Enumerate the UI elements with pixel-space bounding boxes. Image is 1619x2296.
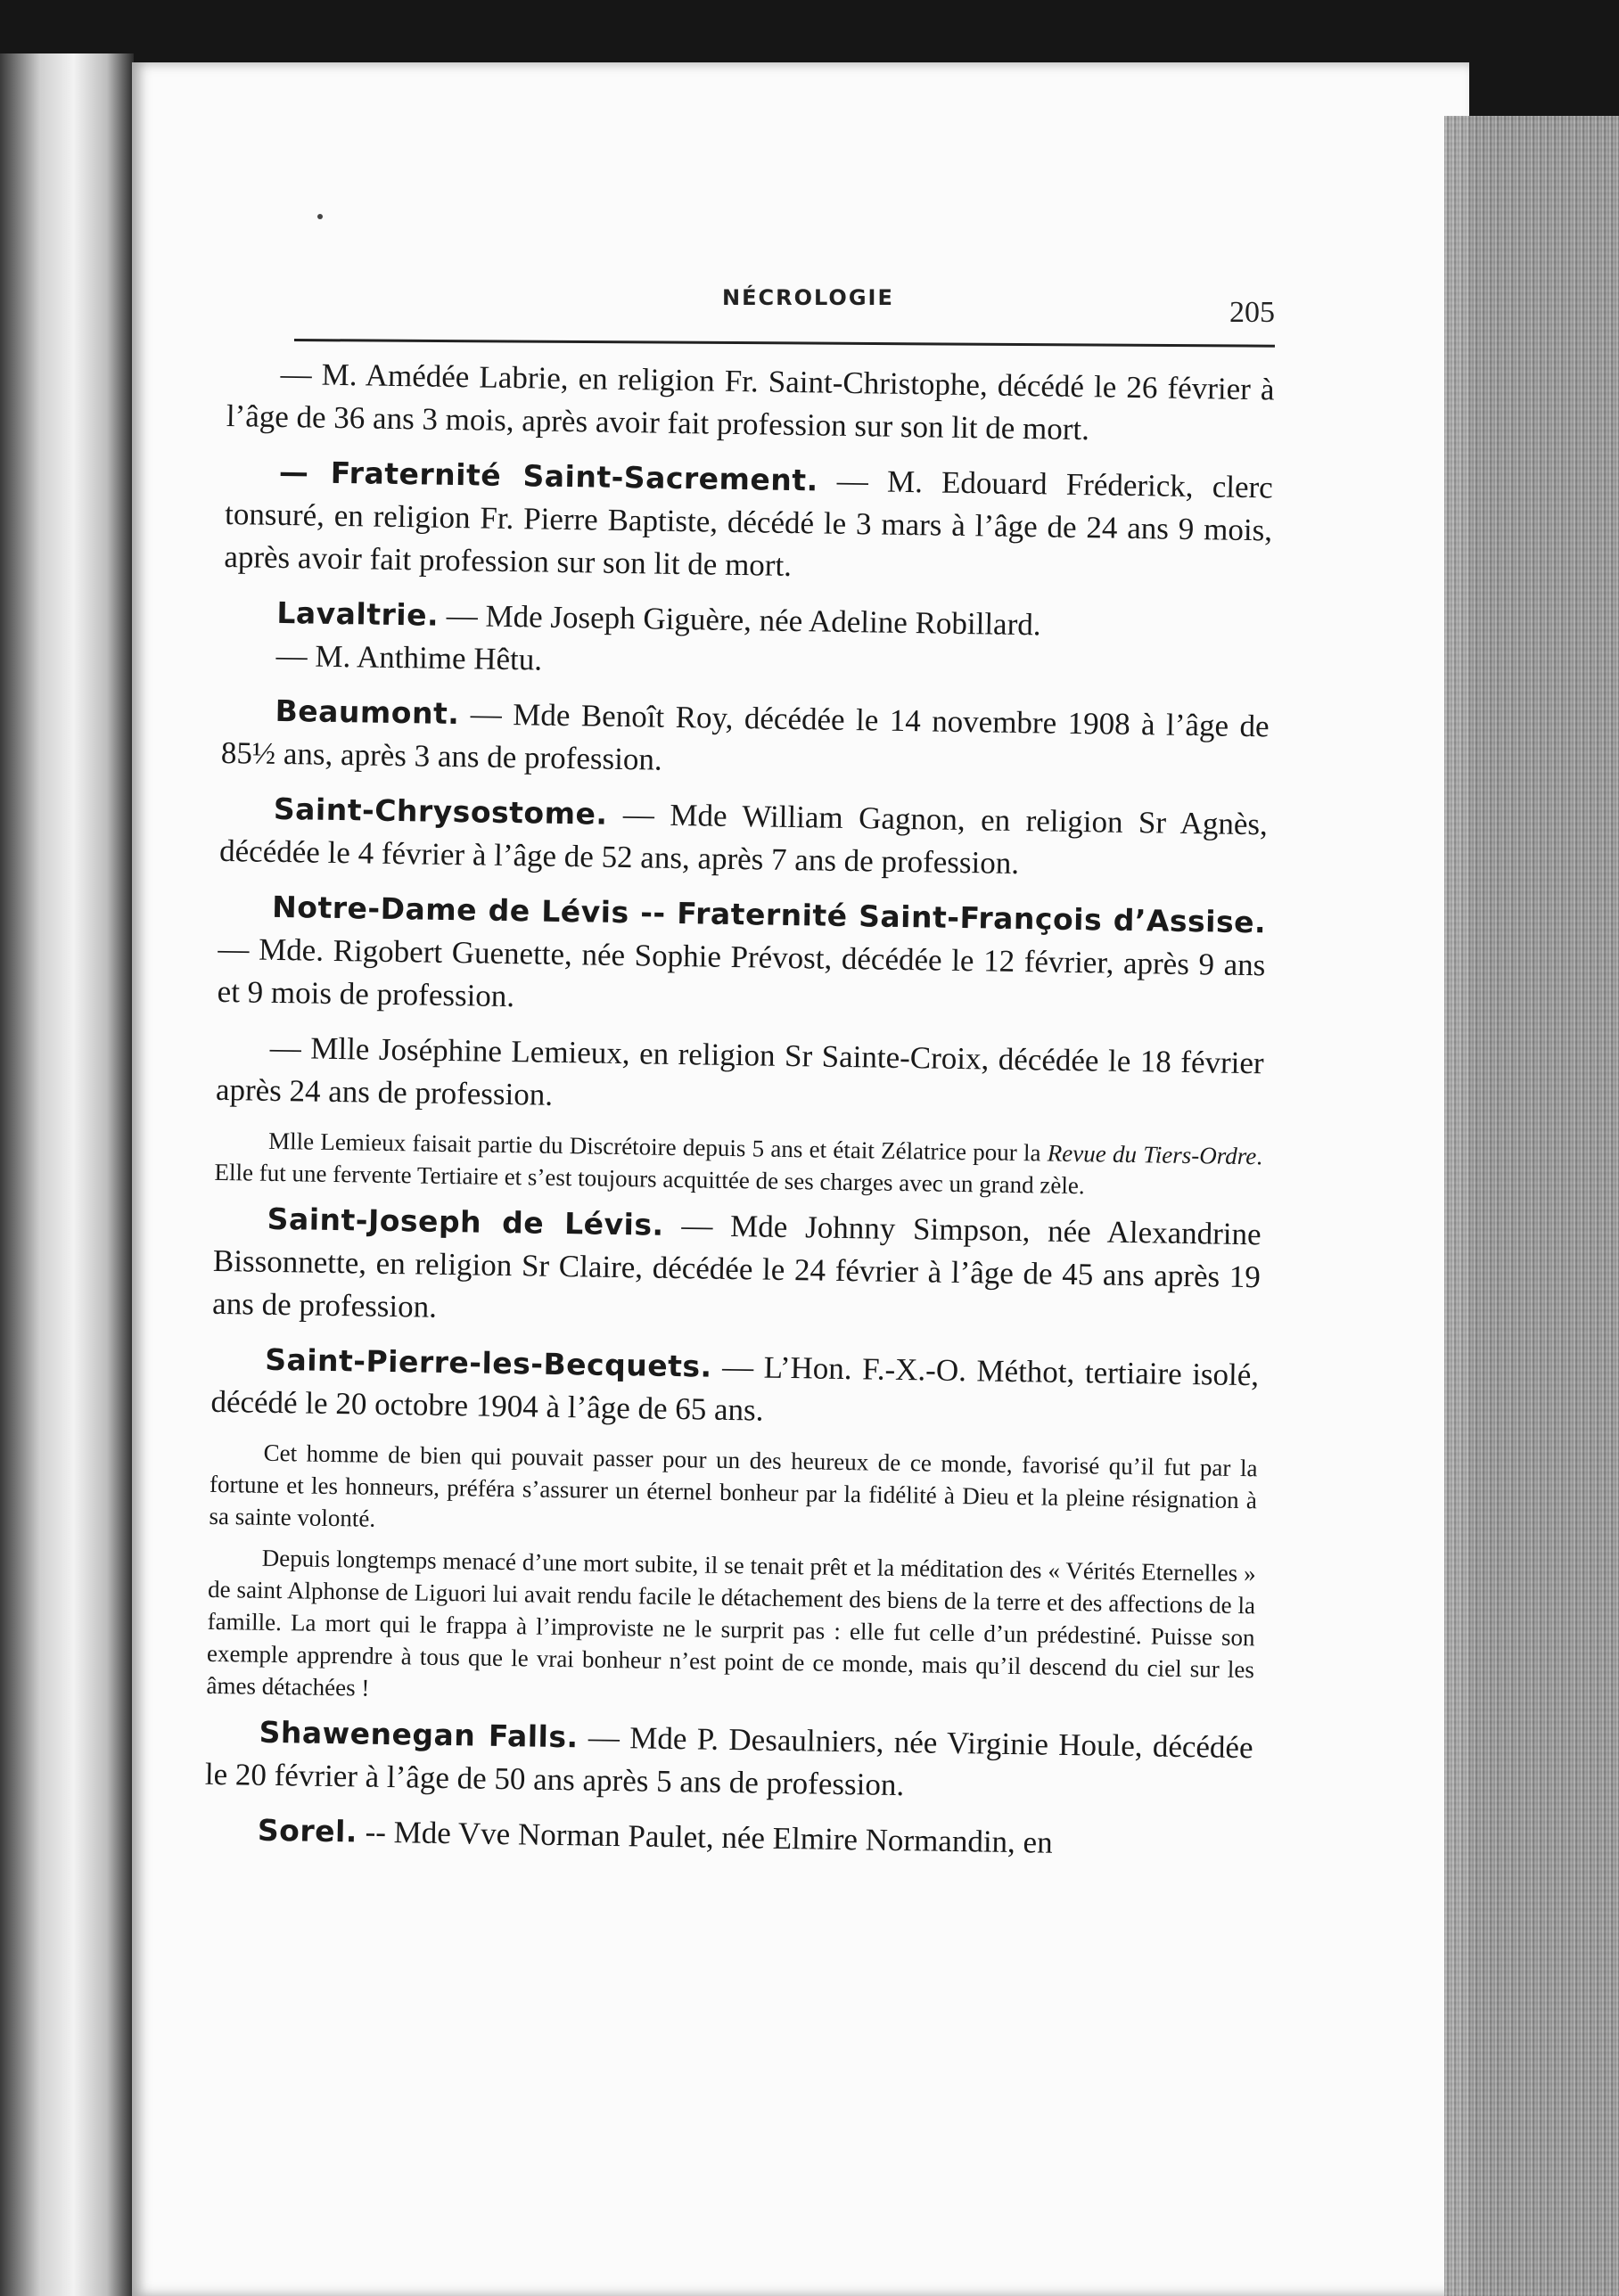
entry-text: — M. Anthime Hêtu.: [275, 637, 543, 677]
entry-text: — Mde William Gagnon, en religion Sr Agnès, décédée le 4 février à l’âge de 52 ans, après 7 ans de profession.: [218, 796, 1269, 882]
entry-text: — Mde Joseph Giguère, née Adeline Robillard.: [438, 597, 1041, 643]
entry-paragraph: [204, 1808, 1253, 1867]
page-edge-stack: [1444, 116, 1619, 2296]
entry-lead: Saint-Joseph de Lévis.: [267, 1201, 664, 1242]
entry-text: -- Mde Vve Norman Paulet, née Elmire Normandin, en: [357, 1814, 1053, 1860]
entry-lead: Lavaltrie.: [276, 594, 440, 633]
note-paragraph: Cet homme de bien qui pouvait passer pour un des heureux de ce monde, favorisé qu’il fut par la fortune et les honneurs, préféra s’assurer un éternel bonheur par la fidélité à Dieu et la pleine résignation à sa sainte volonté.: [209, 1439, 1258, 1532]
entry-text: — Mde. Rigobert Guenette, née Sophie Prévost, décédée le 12 février, après 9 ans et 9 mois de profession.: [217, 931, 1266, 1014]
entry-paragraph: [219, 787, 1268, 889]
entry-paragraph: [221, 689, 1270, 791]
left-page-edge: [0, 53, 134, 2296]
entry-lead: Shawenegan Falls.: [259, 1714, 579, 1755]
entry-paragraph: [212, 1197, 1262, 1341]
journal-title: Revue du Tiers-Ordre: [1047, 1139, 1257, 1170]
entry-paragraph: [216, 1026, 1264, 1128]
entry-lead: — Fraternité Saint-Sacrement.: [278, 454, 818, 498]
entry-text: — L’Hon. F.-X.-O. Méthot, tertiaire isolé, décédé le 20 octobre 1904 à l’âge de 65 ans.: [210, 1349, 1260, 1428]
entry-lead: Saint-Chrysostome.: [273, 791, 608, 832]
entry-lead: Beaumont.: [275, 693, 460, 732]
running-title: NÉCROLOGIE: [722, 285, 894, 310]
entry-text: — M. Amédée Labrie, en religion Fr. Saint-Christophe, décédé le 26 février à l’âge de 36 ans 3 mois, après avoir fait profession sur son lit de mort.: [226, 356, 1275, 447]
obituary-text: [203, 352, 1274, 1880]
entry-text: — Mlle Joséphine Lemieux, en religion Sr Sainte-Croix, décédée le 18 février après 24 ans de profession.: [215, 1029, 1264, 1112]
entry-text: — Mde Benoît Roy, décédée le 14 novembre 1908 à l’âge de 85½ ans, après 3 ans de profession.: [220, 696, 1270, 777]
entry-paragraph: [205, 1710, 1253, 1812]
entry-paragraph: [226, 352, 1274, 454]
entry-lead: Saint-Pierre-les-Becquets.: [264, 1341, 712, 1384]
entry-paragraph: [224, 450, 1273, 594]
entry-text: — M. Edouard Fréderick, clerc tonsuré, en religion Fr. Pierre Baptiste, décédé le 3 mars à l’âge de 24 ans 9 mois, après avoir fait profession sur son lit de mort.: [224, 463, 1274, 583]
page-header: [294, 276, 1275, 348]
entry-text: — Mde P. Desaulniers, née Virginie Houle, décédée le 20 février à l’âge de 50 ans après 5 ans de profession.: [204, 1719, 1253, 1803]
entry-paragraph: [210, 1338, 1259, 1439]
entry-lead: Sorel.: [257, 1812, 358, 1849]
entry-text: — Mde Johnny Simpson, née Alexandrine Bissonnette, en religion Sr Claire, décédée le 24 février à l’âge de 45 ans après 19 ans de profession.: [211, 1207, 1262, 1324]
page-number: 205: [1229, 296, 1275, 329]
entry-paragraph: [217, 885, 1266, 1029]
note-text: . Elle fut une fervente Tertiaire et s’est toujours acquittée de ses charges avec un grand zèle.: [214, 1143, 1263, 1200]
entry-lead: Notre-Dame de Lévis -- Fraternité Saint-François d’Assise.: [271, 889, 1267, 940]
note-paragraph: [214, 1124, 1262, 1204]
note-paragraph: Depuis longtemps menacé d’une mort subite, il se tenait prêt et la méditation des « Vérités Eternelles » de saint Alphonse de Liguori lui avait rendu facile le détachement des biens de la terre et des affections de la famille. La mort qui le frappa à l’improviste ne le surprit pas : elle fut celle d’un prédestiné. Puisse son exemple apprendre à tous que le vrai bonheur n’est point de ce monde, mais qu’il descend du ciel sur les âmes détachées !: [206, 1544, 1256, 1702]
note-text: Mlle Lemieux faisait partie du Discrétoire depuis 5 ans et était Zélatrice pour la: [267, 1127, 1048, 1167]
ink-speck: [317, 214, 323, 219]
